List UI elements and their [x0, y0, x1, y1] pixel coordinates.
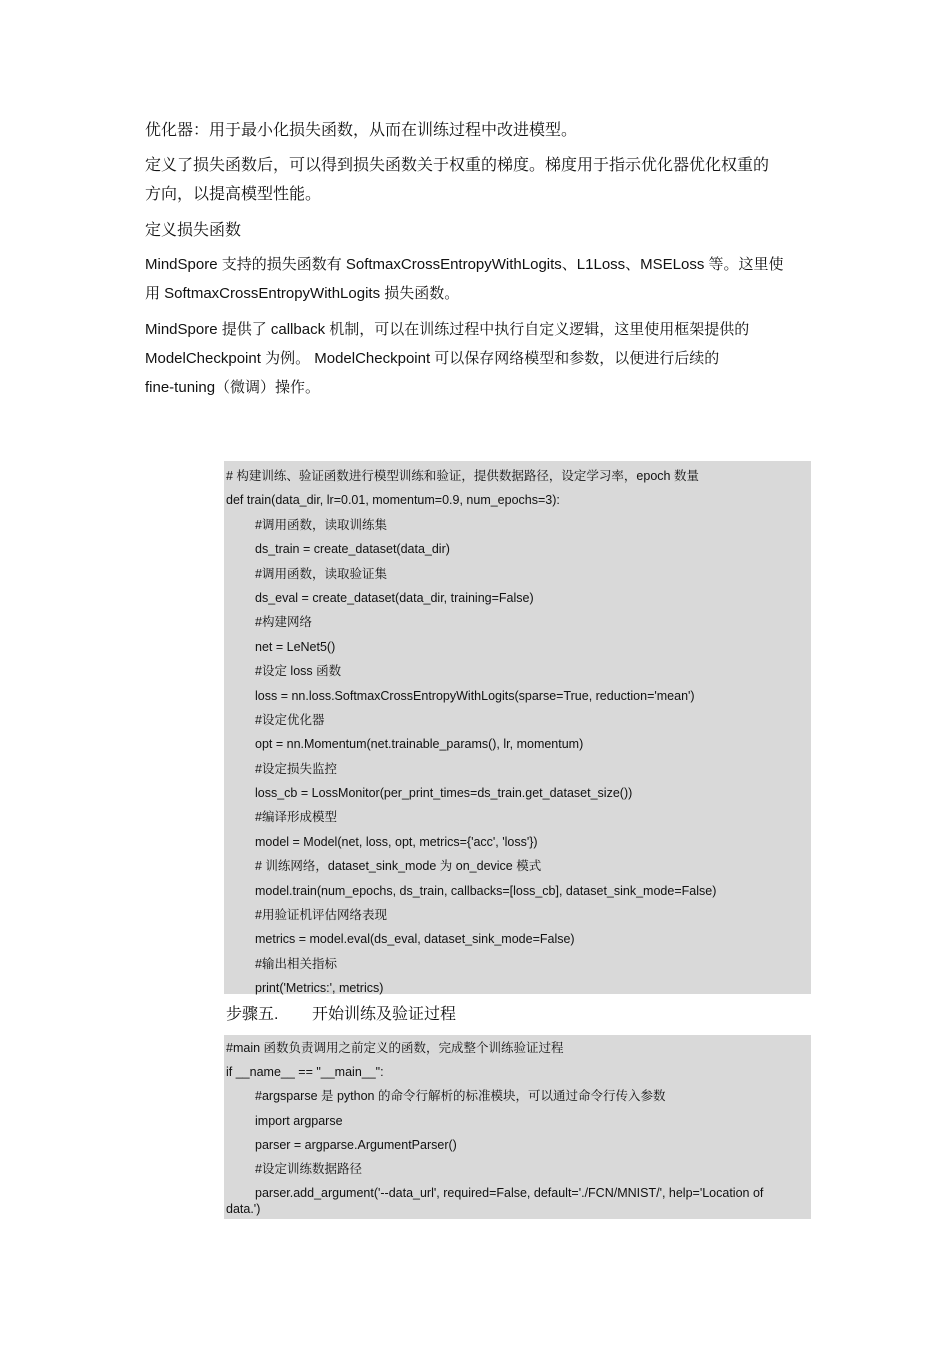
code-line: print('Metrics:', metrics)	[255, 981, 384, 996]
code-line: parser.add_argument('--data_url', required=False, default='./FCN/MNIST/', help='Location of	[255, 1186, 764, 1201]
step-heading	[226, 1002, 456, 1028]
code-line: if __name__ == "__main__":	[226, 1065, 384, 1080]
code-line: #调用函数，读取验证集	[255, 566, 387, 581]
code-line: #设定优化器	[255, 712, 325, 727]
text-line: 定义损失函数	[145, 222, 242, 239]
code-line: ds_train = create_dataset(data_dir)	[255, 542, 450, 557]
code-line: #argsparse 是 python 的命令行解析的标准模块，可以通过命令行传入参数	[255, 1089, 666, 1104]
code-line: import argparse	[255, 1113, 343, 1128]
code-line: # 构建训练、验证函数进行模型训练和验证，提供数据路径，设定学习率，epoch 数量	[226, 469, 699, 483]
optimizer-description	[145, 116, 813, 145]
code-line: loss = nn.loss.SoftmaxCrossEntropyWithLogits(sparse=True, reduction='mean')	[255, 688, 695, 703]
code-line: #设定训练数据路径	[255, 1161, 362, 1176]
code-line: loss_cb = LossMonitor(per_print_times=ds_train.get_dataset_size())	[255, 786, 633, 801]
code-line: #编译形成模型	[255, 810, 337, 825]
heading-define-loss	[145, 216, 813, 245]
code-line: metrics = model.eval(ds_eval, dataset_sink_mode=False)	[255, 932, 575, 947]
code-line: #设定 loss 函数	[255, 664, 342, 679]
text-line: MindSpore 提供了 callback 机制，可以在训练过程中执行自定义逻辑，这里使用框架提供的	[145, 321, 750, 338]
text-line: 用 SoftmaxCrossEntropyWithLogits 损失函数。	[145, 285, 460, 302]
text-line: 优化器：用于最小化损失函数，从而在训练过程中改进模型。	[145, 122, 578, 139]
callback-paragraph	[145, 315, 813, 402]
code-line: net = LeNet5()	[255, 639, 336, 654]
code-line: opt = nn.Momentum(net.trainable_params(), lr, momentum)	[255, 737, 584, 752]
gradient-description	[145, 151, 813, 209]
code-line: #main 函数负责调用之前定义的函数，完成整个训练验证过程	[226, 1041, 564, 1055]
text-line: 定义了损失函数后，可以得到损失函数关于权重的梯度。梯度用于指示优化器优化权重的	[145, 157, 770, 174]
code-line: model = Model(net, loss, opt, metrics={'acc', 'loss'})	[255, 834, 538, 849]
code-line: #调用函数，读取训练集	[255, 517, 387, 532]
code-block-main	[224, 1035, 811, 1219]
text-line: 方向，以提高模型性能。	[145, 186, 322, 203]
loss-support-paragraph	[145, 250, 813, 308]
text-line: ModelCheckpoint 为例。 ModelCheckpoint 可以保存网络模型和参数，以便进行后续的	[145, 350, 720, 367]
code-line: #用验证机评估网络表现	[255, 908, 387, 923]
code-line: #输出相关指标	[255, 956, 337, 971]
code-block-train	[224, 461, 811, 994]
code-line: data.')	[226, 1202, 261, 1217]
code-line: # 训练网络，dataset_sink_mode 为 on_device 模式	[255, 859, 542, 874]
code-line: #构建网络	[255, 615, 312, 630]
code-line: model.train(num_epochs, ds_train, callbacks=[loss_cb], dataset_sink_mode=False)	[255, 883, 717, 898]
text-line: MindSpore 支持的损失函数有 SoftmaxCrossEntropyWithLogits、L1Loss、MSELoss 等。这里使	[145, 256, 784, 273]
code-line: ds_eval = create_dataset(data_dir, training=False)	[255, 590, 534, 605]
code-line: #设定损失监控	[255, 761, 337, 776]
step-title: 开始训练及验证过程	[312, 1006, 457, 1023]
code-line: parser = argparse.ArgumentParser()	[255, 1137, 457, 1152]
step-number: 步骤五.	[226, 1006, 279, 1023]
code-line: def train(data_dir, lr=0.01, momentum=0.9, num_epochs=3):	[226, 493, 560, 508]
text-line: fine-tuning（微调）操作。	[145, 379, 321, 396]
